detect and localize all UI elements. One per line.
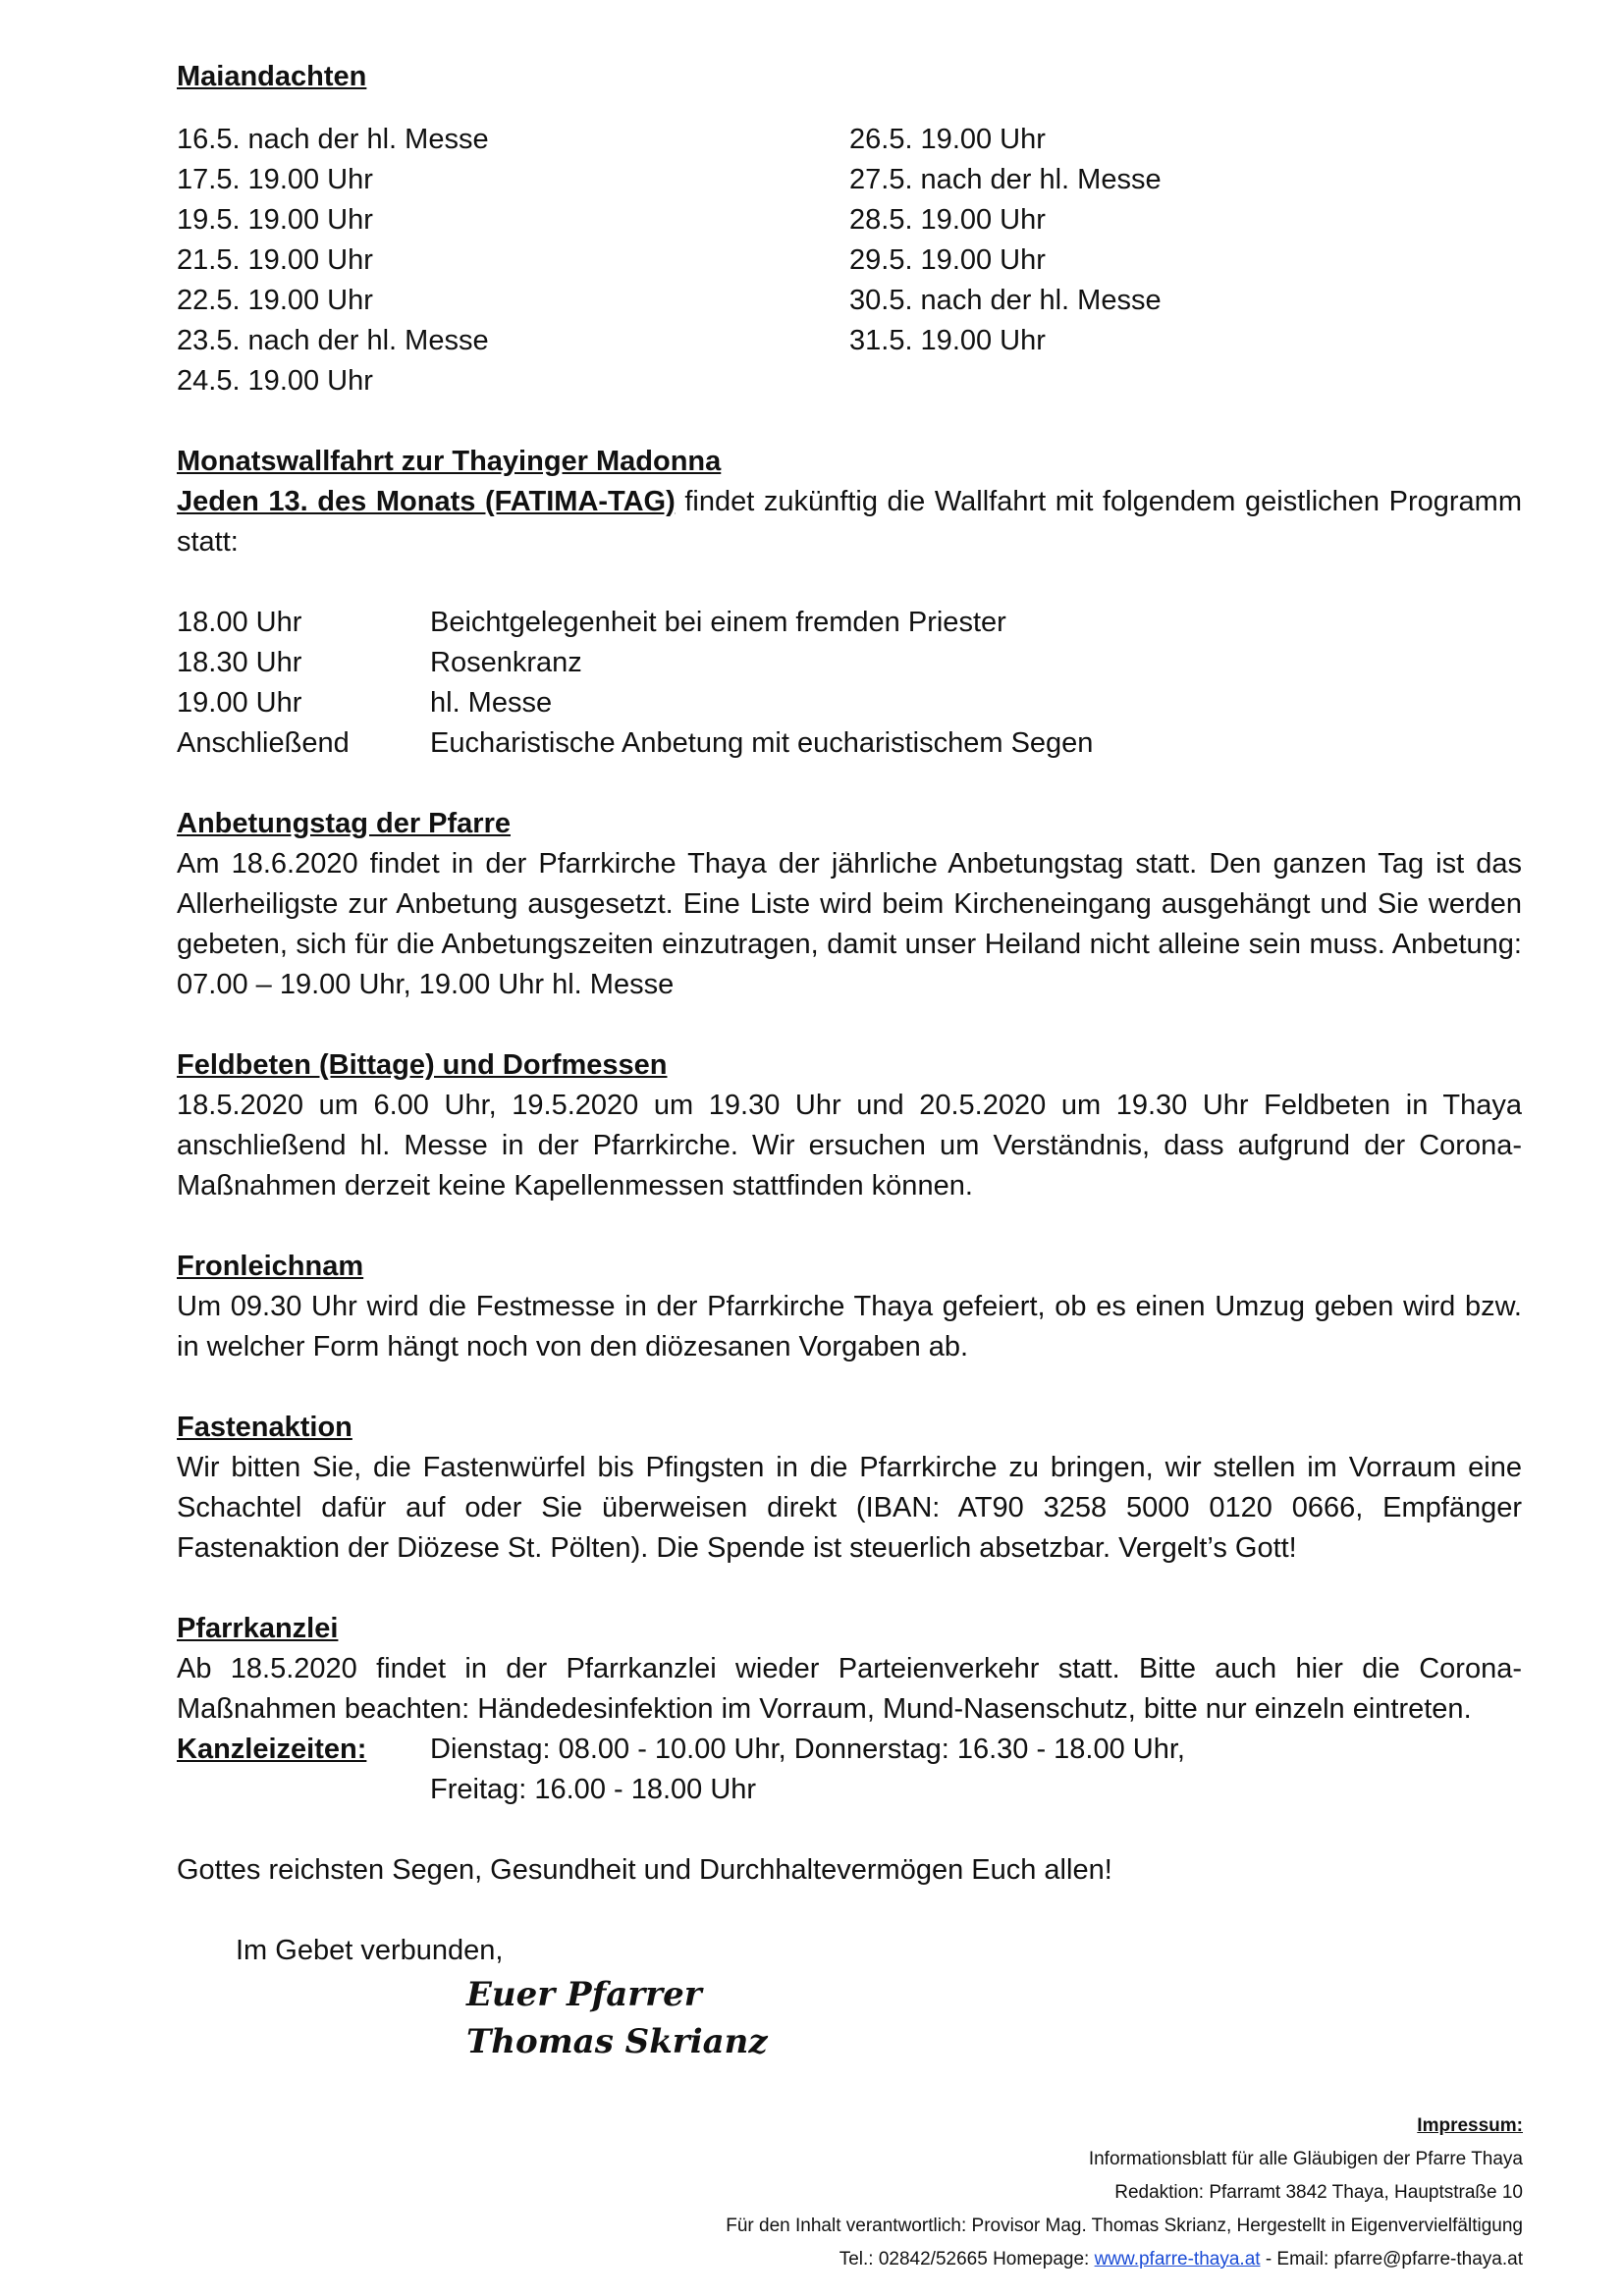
- fastenaktion-heading: Fastenaktion: [177, 1412, 352, 1443]
- office-hours-label: Kanzleizeiten:: [177, 1734, 367, 1765]
- fronleichnam-text: Um 09.30 Uhr wird die Festmesse in der Pfarrkirche Thaya gefeiert, ob es einen Umzug geben wird bzw. in welcher Form hängt noch von den diözesanen Vorgaben ab.: [177, 1291, 1522, 1362]
- pfarrkanzlei-text: Ab 18.5.2020 findet in der Pfarrkanzlei wieder Parteienverkehr statt. Bitte auch hier die Corona-Maßnahmen beachten: Händedesinfektion im Vorraum, Mund-Nasenschutz, bitte nur einzeln eintreten.: [177, 1653, 1522, 1725]
- list-item: 27.5. nach der hl. Messe: [849, 164, 1162, 195]
- feldbeten-heading: Feldbeten (Bittage) und Dorfmessen: [177, 1049, 668, 1081]
- list-item: 16.5. nach der hl. Messe: [177, 124, 489, 155]
- program-row: [177, 683, 1522, 723]
- list-item: 28.5. 19.00 Uhr: [849, 204, 1046, 236]
- office-hours-line1: Dienstag: 08.00 - 10.00 Uhr, Donnerstag: 16.30 - 18.00 Uhr,: [430, 1734, 1185, 1765]
- office-hours: [177, 1730, 1522, 1770]
- program-row: [177, 723, 1522, 764]
- list-item: 22.5. 19.00 Uhr: [177, 285, 373, 316]
- impressum-line3: Für den Inhalt verantwortlich: Provisor Mag. Thomas Skrianz, Hergestellt in Eigenvervielfältigung: [726, 2216, 1523, 2236]
- list-item: 17.5. 19.00 Uhr: [177, 164, 373, 195]
- impressum-tel: Tel.: 02842/52665 Homepage:: [839, 2249, 1095, 2269]
- list-item: 30.5. nach der hl. Messe: [849, 285, 1162, 316]
- maiandachten-heading: Maiandachten: [177, 61, 367, 92]
- pfarrkanzlei-heading: Pfarrkanzlei: [177, 1613, 339, 1644]
- signature-line1: Euer Pfarrer: [466, 1975, 702, 2014]
- list-item: 24.5. 19.00 Uhr: [177, 365, 373, 397]
- program-row: [177, 603, 1522, 643]
- program-row: [177, 643, 1522, 683]
- impressum-email: - Email: pfarre@pfarre-thaya.at: [1260, 2249, 1523, 2269]
- program-time: 18.00 Uhr: [177, 607, 302, 638]
- wallfahrt-date: Jeden 13. des Monats (FATIMA-TAG): [177, 486, 676, 517]
- feldbeten-text: 18.5.2020 um 6.00 Uhr, 19.5.2020 um 19.30 Uhr und 20.5.2020 um 19.30 Uhr Feldbeten in Thaya anschließend hl. Messe in der Pfarrkirche. Wir ersuchen um Verständnis, dass aufgrund der Corona-Maßnahmen derzeit keine Kapellenmessen stattfinden können.: [177, 1090, 1522, 1201]
- list-item: 29.5. 19.00 Uhr: [849, 244, 1046, 276]
- maiandachten-left-column: [177, 120, 849, 401]
- greeting: Im Gebet verbunden,: [236, 1935, 504, 1966]
- signature-line2: Thomas Skrianz: [466, 2022, 768, 2061]
- program-time: Anschließend: [177, 727, 350, 759]
- wallfahrt-intro-text: findet zukünftig die Wallfahrt mit folgendem geistlichen Programm statt:: [177, 486, 1522, 558]
- list-item: 23.5. nach der hl. Messe: [177, 325, 489, 356]
- maiandachten-schedule: [177, 120, 1522, 401]
- wallfahrt-heading: Monatswallfahrt zur Thayinger Madonna: [177, 446, 722, 477]
- document-page: [177, 57, 1522, 2065]
- homepage-link[interactable]: www.pfarre-thaya.at: [1094, 2249, 1261, 2269]
- program-item: hl. Messe: [430, 687, 553, 719]
- fastenaktion-text: Wir bitten Sie, die Fastenwürfel bis Pfingsten in die Pfarrkirche zu bringen, wir stellen im Vorraum eine Schachtel dafür auf oder Sie überweisen direkt (IBAN: AT90 3258 5000 0120 0666, Empfänger Fastenaktion der Diözese St. Pölten). Die Spende ist steuerlich absetzbar. Vergelt’s Gott!: [177, 1452, 1522, 1564]
- wallfahrt-intro: [177, 482, 1522, 562]
- program-item: Rosenkranz: [430, 647, 582, 678]
- list-item: 21.5. 19.00 Uhr: [177, 244, 373, 276]
- impressum-contact: [726, 2243, 1523, 2276]
- anbetungstag-text: Am 18.6.2020 findet in der Pfarrkirche Thaya der jährliche Anbetungstag statt. Den ganzen Tag ist das Allerheiligste zur Anbetung ausgesetzt. Eine Liste wird beim Kircheneingang ausgehängt und Sie werden gebeten, sich für die Anbetungszeiten einzutragen, damit unser Heiland nicht alleine sein muss. Anbetung: 07.00 – 19.00 Uhr, 19.00 Uhr hl. Messe: [177, 848, 1522, 1000]
- impressum-title: Impressum:: [1417, 2115, 1523, 2136]
- program-time: 19.00 Uhr: [177, 687, 302, 719]
- impressum-line2: Redaktion: Pfarramt 3842 Thaya, Hauptstraße 10: [1114, 2182, 1523, 2203]
- blessing: Gottes reichsten Segen, Gesundheit und Durchhaltevermögen Euch allen!: [177, 1854, 1112, 1886]
- list-item: 19.5. 19.00 Uhr: [177, 204, 373, 236]
- anbetungstag-heading: Anbetungstag der Pfarre: [177, 808, 511, 839]
- program-item: Beichtgelegenheit bei einem fremden Priester: [430, 607, 1006, 638]
- impressum: [726, 2109, 1523, 2276]
- program-item: Eucharistische Anbetung mit eucharistischem Segen: [430, 727, 1094, 759]
- wallfahrt-program: [177, 603, 1522, 764]
- office-hours-continued: [177, 1770, 1522, 1810]
- list-item: 26.5. 19.00 Uhr: [849, 124, 1046, 155]
- impressum-line1: Informationsblatt für alle Gläubigen der Pfarre Thaya: [1088, 2149, 1523, 2169]
- office-hours-line2: Freitag: 16.00 - 18.00 Uhr: [430, 1774, 757, 1805]
- maiandachten-right-column: [849, 120, 1522, 401]
- program-time: 18.30 Uhr: [177, 647, 302, 678]
- list-item: 31.5. 19.00 Uhr: [849, 325, 1046, 356]
- fronleichnam-heading: Fronleichnam: [177, 1251, 364, 1282]
